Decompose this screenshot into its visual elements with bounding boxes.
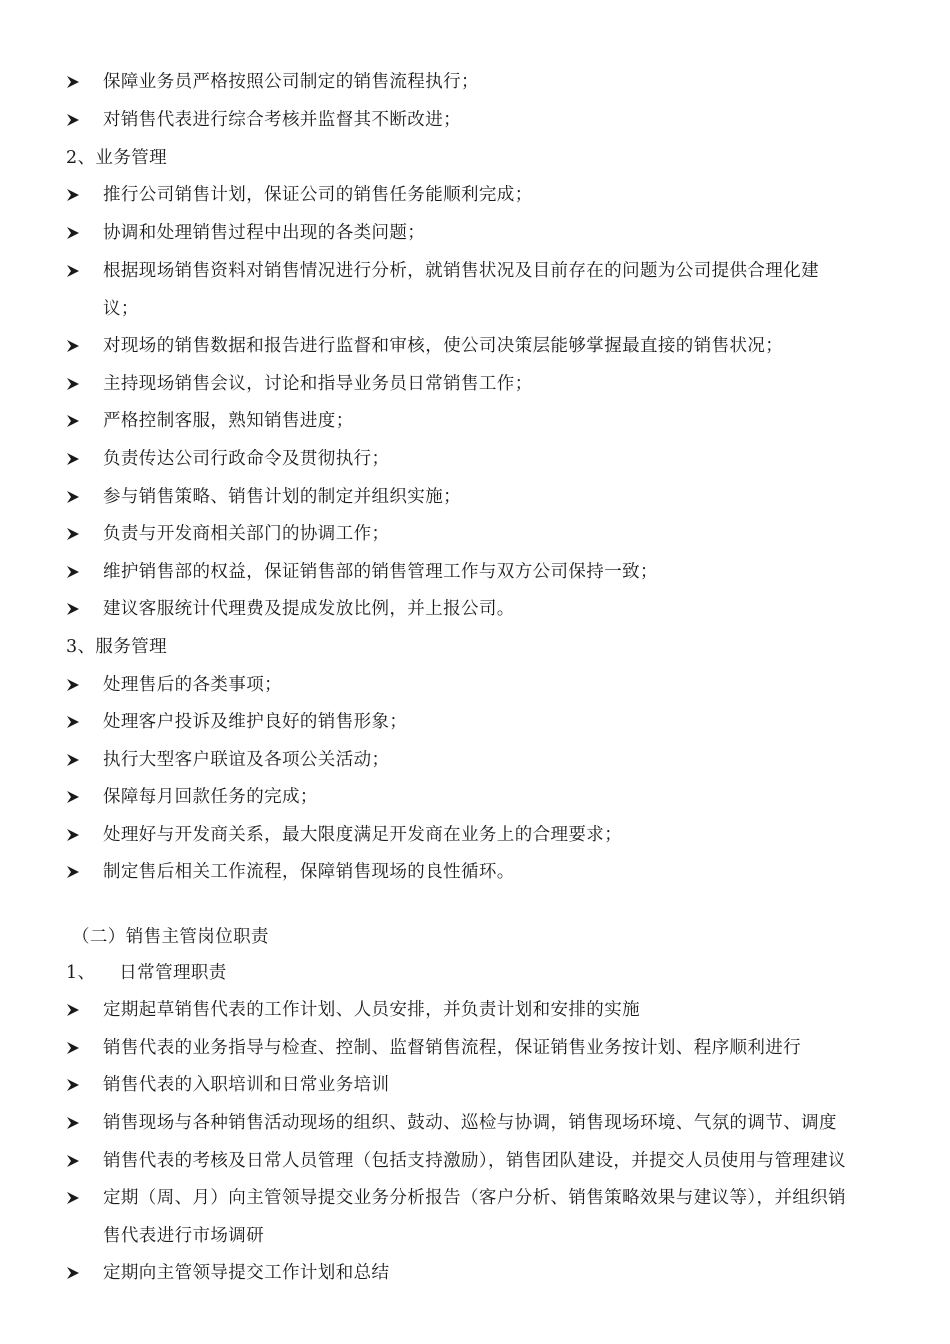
list-item-text: 对现场的销售数据和报告进行监督和审核，使公司决策层能够掌握最直接的销售状况；: [103, 336, 784, 356]
list-item-continuation: 议；: [103, 299, 139, 319]
list-item-text: 维护销售部的权益，保证销售部的销售管理工作与双方公司保持一致；: [103, 562, 658, 582]
arrow-bullet-icon: [66, 1183, 86, 1213]
list-item-text: 定期起草销售代表的工作计划、人员安排，并负责计划和安排的实施: [103, 1000, 640, 1020]
list-item-text: 销售代表的入职培训和日常业务培训: [103, 1075, 390, 1095]
section-heading-text: （二）销售主管岗位职责: [72, 927, 269, 947]
arrow-bullet-icon: [66, 1258, 86, 1288]
list-item-text: 制定售后相关工作流程，保障销售现场的良性循环。: [103, 862, 515, 882]
list-item-text: 对销售代表进行综合考核并监督其不断改进；: [103, 110, 461, 130]
list-item-text: 协调和处理销售过程中出现的各类问题；: [103, 223, 426, 243]
list-item-text: 推行公司销售计划，保证公司的销售任务能顺利完成；: [103, 185, 533, 205]
arrow-bullet-icon: [66, 444, 86, 474]
list-item-text: 保障每月回款任务的完成；: [103, 787, 318, 807]
arrow-bullet-icon: [66, 1070, 86, 1100]
list-item-text: 根据现场销售资料对销售情况进行分析，就销售状况及目前存在的问题为公司提供合理化建: [103, 261, 819, 281]
arrow-bullet-icon: [66, 782, 86, 812]
arrow-bullet-icon: [66, 995, 86, 1025]
arrow-bullet-icon: [66, 105, 86, 135]
arrow-bullet-icon: [66, 670, 86, 700]
arrow-bullet-icon: [66, 1108, 86, 1138]
list-item-text: 销售现场与各种销售活动现场的组织、鼓动、巡检与协调，销售现场环境、气氛的调节、调度: [103, 1113, 837, 1133]
list-item-text: 严格控制客服，熟知销售进度；: [103, 411, 354, 431]
list-item-text: 负责传达公司行政命令及贯彻执行；: [103, 449, 390, 469]
arrow-bullet-icon: [66, 406, 86, 436]
list-item-text: 保障业务员严格按照公司制定的销售流程执行；: [103, 72, 479, 92]
arrow-bullet-icon: [66, 519, 86, 549]
list-item-text: 参与销售策略、销售计划的制定并组织实施；: [103, 487, 461, 507]
arrow-bullet-icon: [66, 331, 86, 361]
arrow-bullet-icon: [66, 1146, 86, 1176]
list-item-text: 销售代表的业务指导与检查、控制、监督销售流程，保证销售业务按计划、程序顺利进行: [103, 1038, 802, 1058]
arrow-bullet-icon: [66, 594, 86, 624]
arrow-bullet-icon: [66, 369, 86, 399]
arrow-bullet-icon: [66, 557, 86, 587]
list-item-text: 销售代表的考核及日常人员管理（包括支持激励），销售团队建设，并提交人员使用与管理建议: [103, 1151, 847, 1171]
subsection-heading-text: 2、业务管理: [66, 148, 168, 168]
subsection-heading-text: 3、服务管理: [66, 637, 168, 657]
list-item-text: 定期（周、月）向主管领导提交业务分析报告（客户分析、销售策略效果与建议等），并组织销: [103, 1188, 847, 1208]
list-item-text: 定期向主管领导提交工作计划和总结: [103, 1263, 390, 1283]
arrow-bullet-icon: [66, 256, 86, 286]
arrow-bullet-icon: [66, 745, 86, 775]
list-item-text: 建议客服统计代理费及提成发放比例，并上报公司。: [103, 599, 515, 619]
arrow-bullet-icon: [66, 482, 86, 512]
arrow-bullet-icon: [66, 707, 86, 737]
arrow-bullet-icon: [66, 1033, 86, 1063]
list-item-text: 执行大型客户联谊及各项公关活动；: [103, 750, 390, 770]
arrow-bullet-icon: [66, 180, 86, 210]
arrow-bullet-icon: [66, 218, 86, 248]
arrow-bullet-icon: [66, 67, 86, 97]
list-item-text: 处理好与开发商关系，最大限度满足开发商在业务上的合理要求；: [103, 825, 623, 845]
subsection-heading-text: 1、 日常管理职责: [66, 963, 227, 983]
list-item-text: 处理客户投诉及维护良好的销售形象；: [103, 712, 408, 732]
list-item-text: 处理售后的各类事项；: [103, 675, 282, 695]
arrow-bullet-icon: [66, 820, 86, 850]
list-item-continuation: 售代表进行市场调研: [103, 1226, 265, 1246]
list-item-text: 主持现场销售会议，讨论和指导业务员日常销售工作；: [103, 374, 533, 394]
list-item-text: 负责与开发商相关部门的协调工作；: [103, 524, 390, 544]
arrow-bullet-icon: [66, 857, 86, 887]
